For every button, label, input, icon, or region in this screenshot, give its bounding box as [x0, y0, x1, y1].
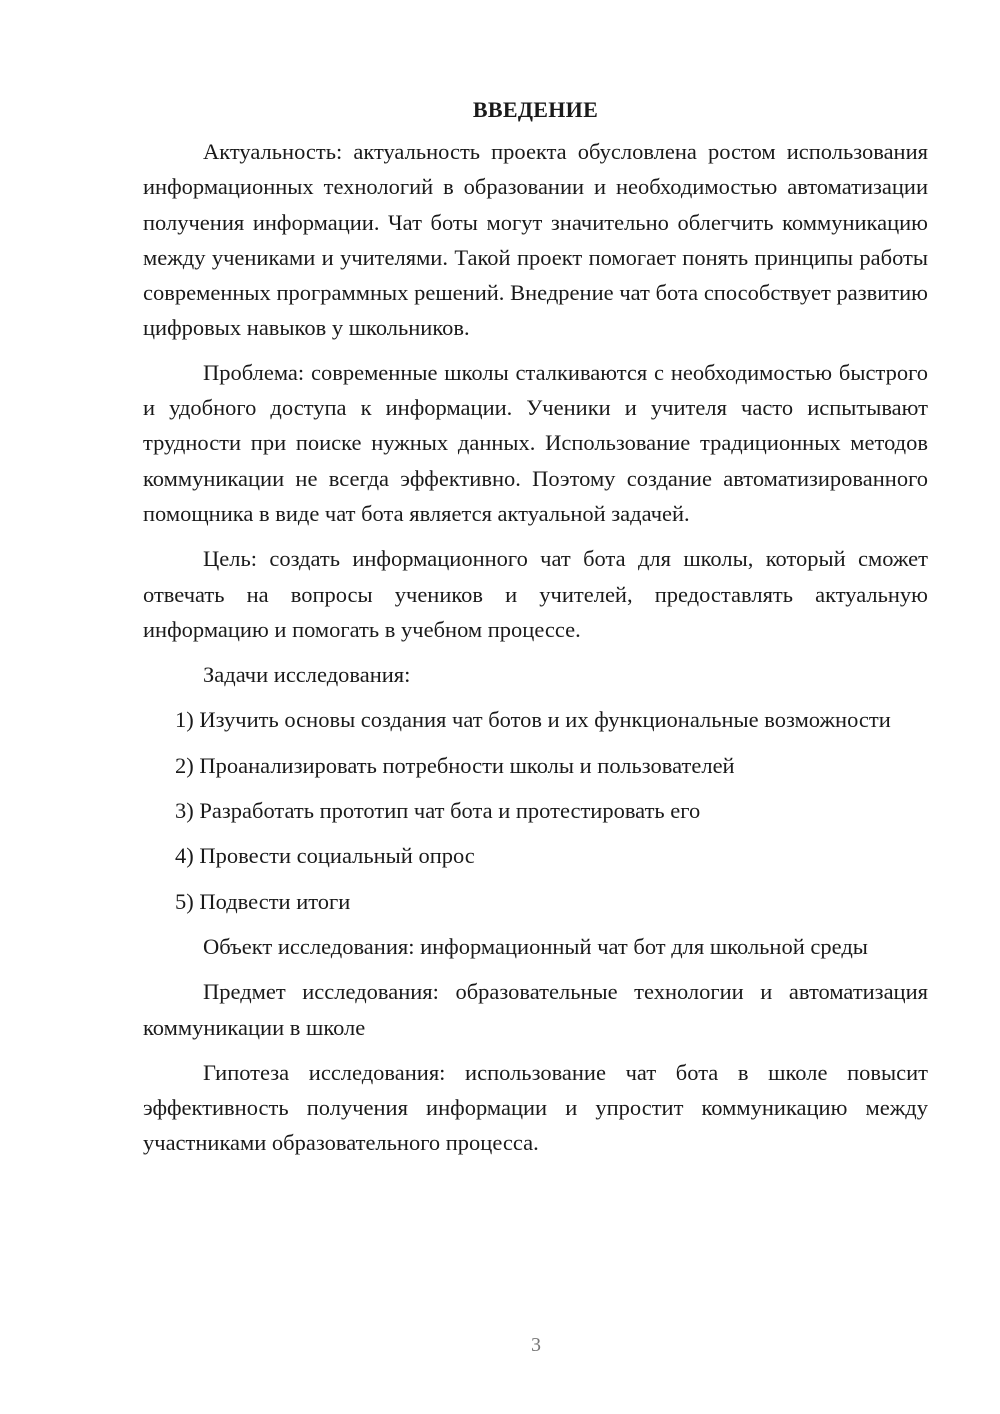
page-number: 3 [531, 1334, 541, 1356]
page-content [143, 92, 928, 1170]
task-item-3: 3) Разработать прототип чат бота и протестировать его [175, 798, 701, 824]
page-title: ВВЕДЕНИЕ [472, 97, 599, 122]
task-item-2: 2) Проанализировать потребности школы и пользователей [175, 752, 735, 778]
paragraph-hypothesis: Гипотеза исследования: использование чат бота в школе повысит эффективность получения информации и упростит коммуникацию между участниками образовательного процесса. [143, 1059, 928, 1156]
paragraph-relevance: Актуальность: актуальность проекта обусловлена ростом использования информационных технологий в образовании и необходимостью автоматизации получения информации. Чат боты могут значительно облегчить коммуникацию между учениками и учителями. Такой проект помогает понять принципы работы современных программных решений. Внедрение чат бота способствует развитию цифровых навыков у школьников. [143, 139, 928, 341]
paragraph-goal: Цель: создать информационного чат бота для школы, который сможет отвечать на вопросы учеников и учителей, предоставлять актуальную информацию и помогать в учебном процессе. [143, 546, 928, 642]
paragraph-object: Объект исследования: информационный чат бот для школьной среды [203, 933, 868, 959]
task-item-1: 1) Изучить основы создания чат ботов и их функциональные возможности [175, 707, 891, 733]
task-item-5: 5) Подвести итоги [175, 888, 351, 914]
paragraph-problem: Проблема: современные школы сталкиваются с необходимостью быстрого и удобного доступа к информации. Ученики и учителя часто испытывают трудности при поиске нужных данных. Использование традиционных методов коммуникации не всегда эффективно. Поэтому создание автоматизированного помощника в виде чат бота является актуальной задачей. [143, 359, 928, 526]
task-item-4: 4) Провести социальный опрос [175, 843, 475, 869]
paragraph-subject: Предмет исследования: образовательные технологии и автоматизация коммуникации в школе [143, 979, 928, 1040]
tasks-heading: Задачи исследования: [203, 662, 411, 688]
